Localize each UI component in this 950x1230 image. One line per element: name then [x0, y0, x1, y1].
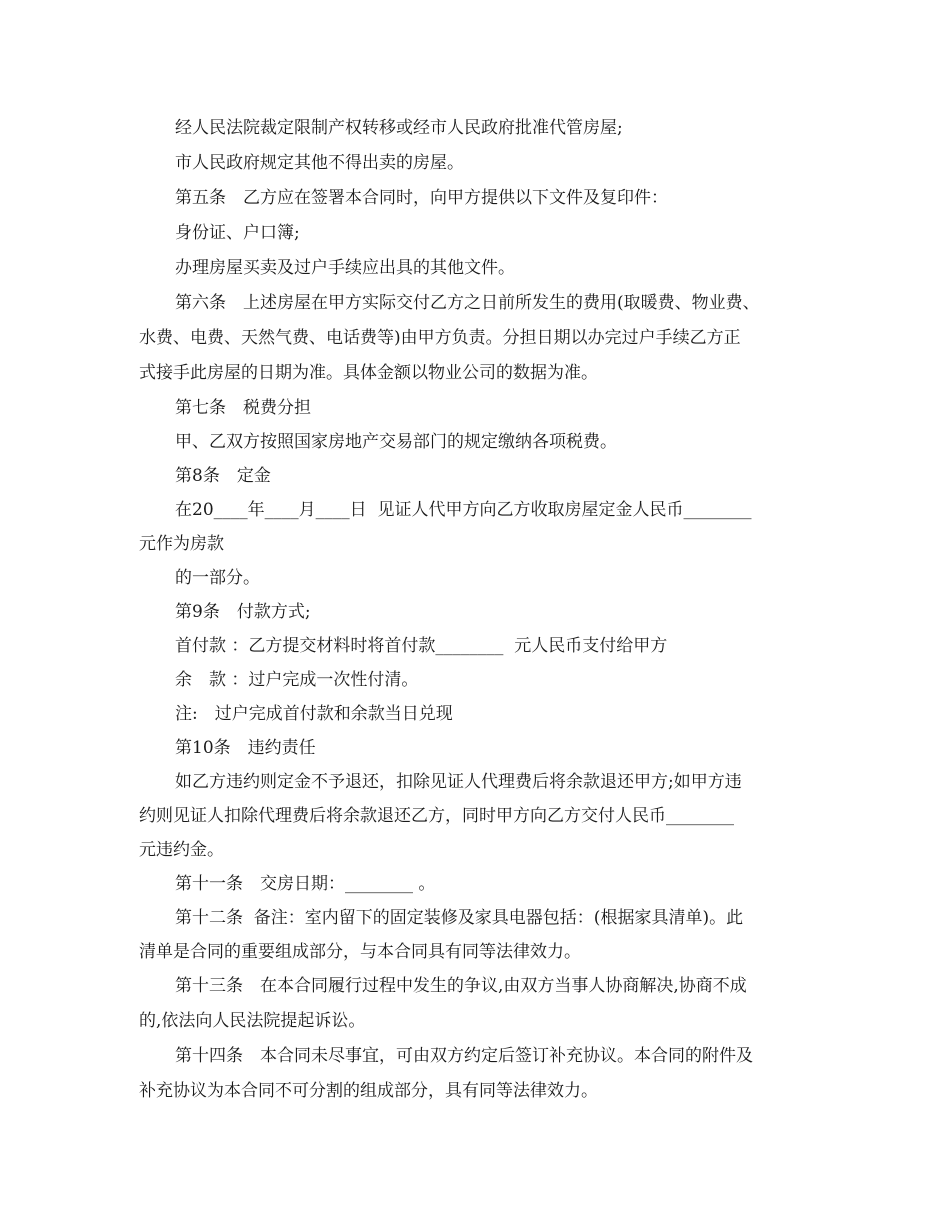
text-line: 如乙方违约则定金不予退还，扣除见证人代理费后将余款退还甲方;如甲方违: [175, 772, 742, 792]
article-11-heading: 第十一条 交房日期：________ 。: [175, 874, 436, 894]
text-line: 办理房屋买卖及过户手续应出具的其他文件。: [175, 258, 515, 278]
text-line: 的一部分。: [175, 568, 260, 588]
text-line: 余 款 ：过户完成一次性付清。: [175, 670, 419, 690]
article-9-heading: 第9条 付款方式;: [175, 602, 311, 622]
article-6-heading: 第六条 上述房屋在甲方实际交付乙方之日前所发生的费用(取暖费、物业费、: [175, 293, 760, 313]
text-line: 元违约金。: [139, 840, 224, 860]
text-line: 市人民政府规定其他不得出卖的房屋。: [175, 153, 464, 173]
article-8-heading: 第8条 定金: [175, 466, 271, 486]
article-7-heading: 第七条 税费分担: [175, 398, 311, 418]
text-line: 水费、电费、天然气费、电话费等)由甲方负责。分担日期以办完过户手续乙方正: [139, 328, 741, 348]
text-line: 甲、乙双方按照国家房地产交易部门的规定缴纳各项税费。: [175, 432, 617, 452]
article-13-heading: 第十三条 在本合同履行过程中发生的争议,由双方当事人协商解决,协商不成: [175, 976, 747, 996]
article-5-heading: 第五条 乙方应在签署本合同时，向甲方提供以下文件及复印件：: [175, 188, 668, 208]
text-line: 首付款 ：乙方提交材料时将首付款________ 元人民币支付给甲方: [175, 636, 668, 656]
text-line: 注: 过户完成首付款和余款当日兑现: [175, 704, 453, 724]
text-line: 的,依法向人民法院提起诉讼。: [139, 1011, 366, 1031]
text-line: 式接手此房屋的日期为准。具体金额以物业公司的数据为准。: [139, 363, 598, 383]
text-line: 在20____年____月____日 见证人代甲方向乙方收取房屋定金人民币________: [175, 500, 752, 520]
text-line: 补充协议为本合同不可分割的组成部分，具有同等法律效力。: [139, 1081, 598, 1101]
article-10-heading: 第10条 违约责任: [175, 738, 316, 758]
article-14-heading: 第十四条 本合同未尽事宜，可由双方约定后签订补充协议。本合同的附件及: [175, 1046, 753, 1066]
text-line: 约则见证人扣除代理费后将余款退还乙方，同时甲方向乙方交付人民币________: [139, 806, 734, 826]
text-line: 清单是合同的重要组成部分，与本合同具有同等法律效力。: [139, 942, 581, 962]
article-12-heading: 第十二条 备注：室内留下的固定装修及家具电器包括：(根据家具清单)。此: [175, 908, 744, 928]
text-line: 经人民法院裁定限制产权转移或经市人民政府批准代管房屋;: [175, 118, 623, 138]
text-line: 身份证、户口簿;: [175, 223, 300, 243]
text-line: 元作为房款: [139, 534, 224, 554]
